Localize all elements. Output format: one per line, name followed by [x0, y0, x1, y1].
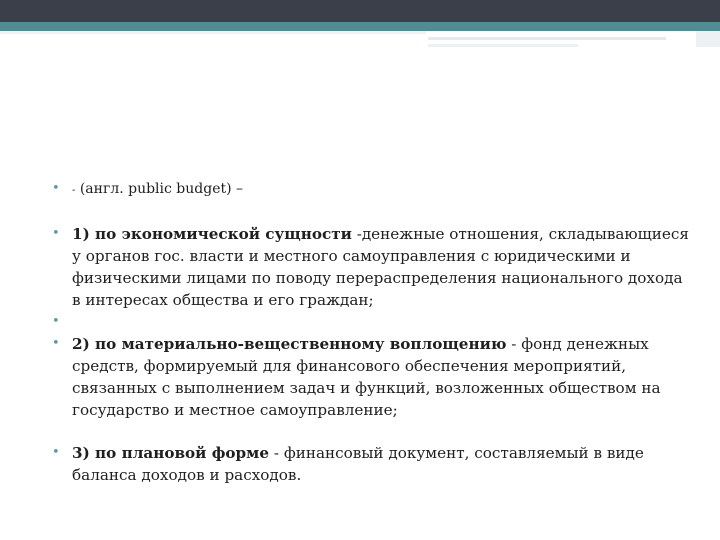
decor-block	[696, 31, 720, 47]
item-text: - фонд денежных средств, формируемый для финансового обеспечения мероприятий, связанных с выполнением задач и функций, возложенных обществом на государство и местное самоуправление;	[72, 335, 661, 419]
list-item	[52, 178, 692, 202]
decor-line	[428, 37, 666, 40]
slide-content	[52, 178, 692, 486]
list-item	[52, 223, 692, 311]
item-heading: 1) по экономической сущности	[72, 225, 352, 243]
header-accent-bar	[0, 22, 720, 31]
header-bar	[0, 0, 720, 22]
list-item	[52, 442, 692, 486]
list-item	[52, 333, 692, 421]
decor-line	[428, 44, 578, 47]
decor-line	[0, 31, 426, 34]
item-text: (англ. public budget) –	[75, 181, 244, 197]
item-text: - финансовый документ, составляемый в виде баланса доходов и расходов.	[72, 444, 644, 484]
item-heading: 3) по плановой форме	[72, 444, 270, 462]
bullet-icon: •	[52, 314, 60, 329]
dash: -	[72, 185, 76, 196]
item-heading: 2) по материально-вещественному воплощению	[72, 335, 507, 353]
list-item	[52, 311, 692, 333]
bullet-icon: •	[52, 226, 60, 241]
bullet-icon: •	[52, 336, 60, 351]
bullet-icon: •	[52, 445, 60, 460]
item-text: -денежные отношения, складывающиеся у органов гос. власти и местного самоуправления с юридическими и физическими лицами по поводу перераспределения национального дохода в интересах общества и его граждан;	[72, 225, 689, 309]
bullet-icon: •	[52, 181, 60, 196]
